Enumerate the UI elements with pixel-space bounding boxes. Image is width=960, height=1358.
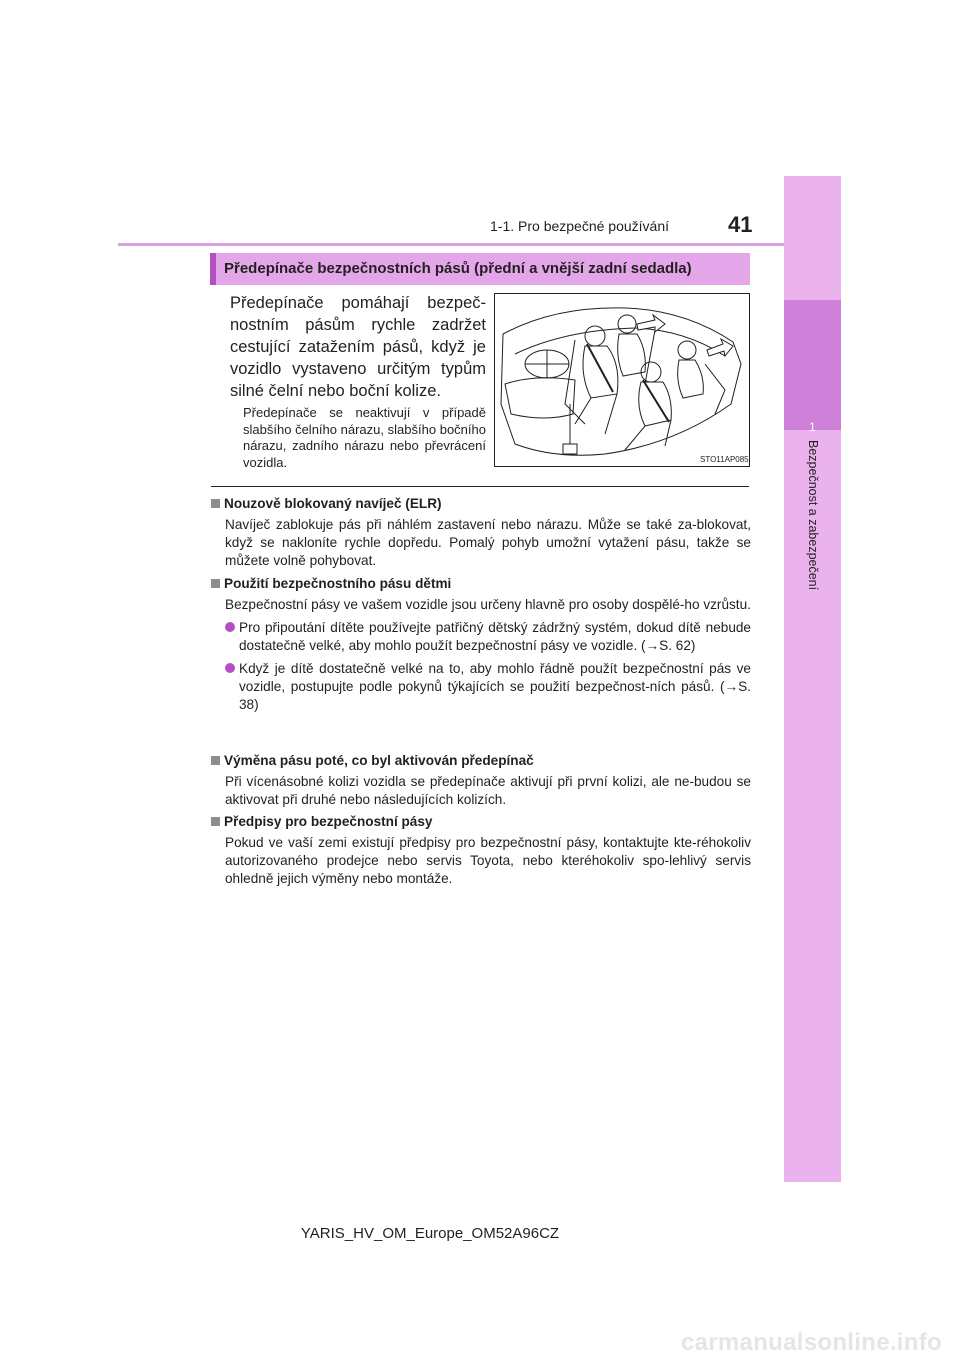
section-heading: Nouzově blokovaný navíječ (ELR) — [211, 495, 751, 513]
square-bullet-icon — [211, 756, 220, 765]
side-tab-label: Bezpečnost a zabezpečení — [805, 440, 820, 591]
header-rule — [118, 243, 840, 246]
square-bullet-icon — [211, 499, 220, 508]
square-bullet-icon — [211, 817, 220, 826]
side-tab-number: 1 — [809, 420, 816, 434]
intro-paragraph: Předepínače pomáhají bezpeč-nostním pásům rychle zadržet cestující zatažením pásů, když je vozidlo vystaveno určitým typům silné čelní nebo boční kolize. — [230, 294, 486, 400]
side-tab-label-wrap — [784, 440, 841, 650]
section-text: Pokud ve vaší zemi existují předpisy pro bezpečnostní pásy, kontaktujte kte-réhokoliv autorizovaného prodejce nebo servis Toyota, nebo kteréhokoliv spo-lehlivý servis ohledně jejich výměny nebo montáže. — [225, 835, 751, 886]
section-text: Bezpečnostní pásy ve vašem vozidle jsou určeny hlavně pro osoby dospělé-ho vzrůstu. — [225, 597, 751, 612]
section-regulations — [211, 813, 751, 888]
figure-code: STO11AP085 — [700, 455, 749, 464]
page-number: 41 — [728, 212, 753, 237]
section-replacement — [211, 752, 751, 809]
intro-note: Předepínače se neaktivují v případě slabšího čelního nárazu, slabšího bočního nárazu, zadního nárazu nebo převrácení vozidla. — [243, 405, 486, 470]
section-text: Navíječ zablokuje pás při náhlém zastavení nebo nárazu. Může se také za-blokovat, když se nakloníte rychle dopředu. Pomalý pohyb umožní vytažení pásu, takže se můžete volně pohybovat. — [225, 517, 751, 568]
section-children — [211, 575, 751, 714]
circle-bullet-icon — [225, 663, 235, 673]
section-elr — [211, 495, 751, 570]
watermark-text: carmanualsonline.info — [680, 1329, 942, 1356]
section-heading: Výměna pásu poté, co byl aktivován předepínač — [211, 752, 751, 770]
circle-bullet-icon — [225, 622, 235, 632]
section-heading: Předpisy pro bezpečnostní pásy — [211, 813, 751, 831]
section-heading: Použití bezpečnostního pásu dětmi — [211, 575, 751, 593]
car-interior-drawing — [495, 294, 749, 466]
section-title: Předepínače bezpečnostních pásů (přední a vnější zadní sedadla) — [224, 260, 692, 277]
document-footer-code: YARIS_HV_OM_Europe_OM52A96CZ — [300, 1225, 560, 1242]
seatbelt-pretensioner-illustration — [494, 293, 750, 467]
running-header-section: 1-1. Pro bezpečné používání — [490, 218, 670, 234]
square-bullet-icon — [211, 579, 220, 588]
bullet-item: Pro připoutání dítěte používejte patřičný dětský zádržný systém, dokud dítě nebude dostatečně velké, aby mohlo použít bezpečnostní pásy ve vozidle. (→S. 62) — [225, 619, 751, 655]
bullet-item: Když je dítě dostatečně velké na to, aby mohlo řádně použít bezpečnostní pás ve vozidle, postupujte podle pokynů týkajících se použití bezpečnost-ních pásů. (→S. 38) — [225, 660, 751, 714]
watermark — [0, 1327, 960, 1358]
section-text: Při vícenásobné kolizi vozidla se předepínače aktivují při první kolizi, ale ne-budou se aktivovat při druhé nebo následujících kolizích. — [225, 774, 751, 807]
section-divider — [211, 486, 749, 487]
side-tab-chapter-box — [784, 300, 841, 430]
